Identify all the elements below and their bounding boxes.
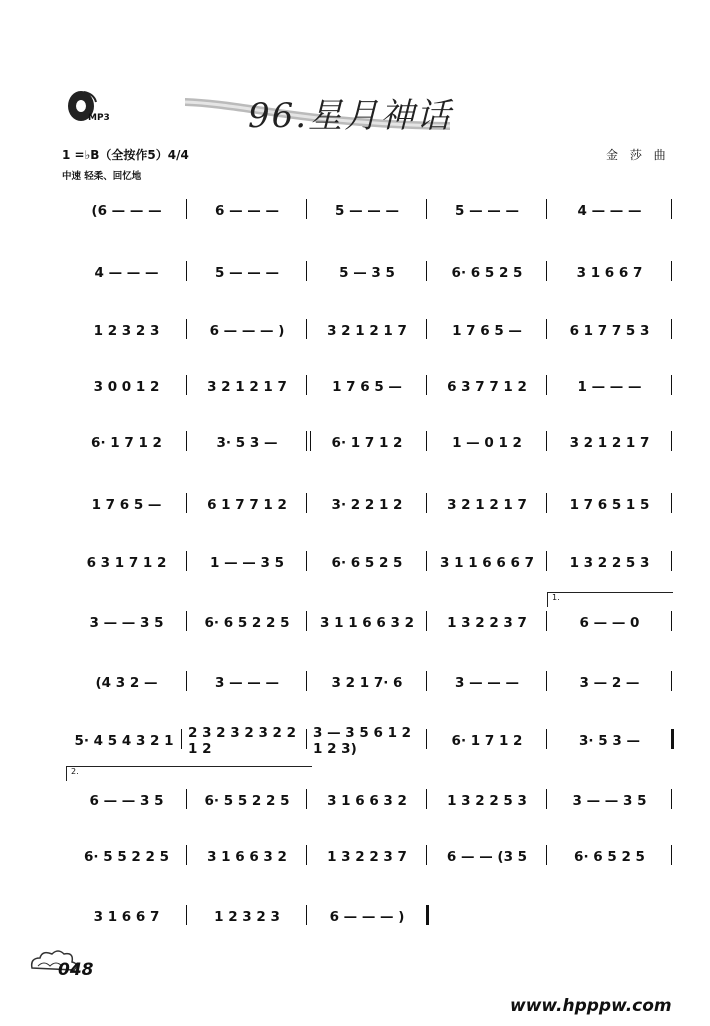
measure: 3· 5 3 — [216, 435, 278, 451]
measure: 6 — — — [215, 203, 279, 219]
measure: 3 1 1 6 6 3 2 [320, 615, 414, 631]
measure: 3 2 1 2 1 7 [327, 323, 407, 339]
bar-line [671, 375, 672, 395]
bar-line [546, 319, 547, 339]
key-signature: 1 =♭B（全按作5）4/4 [62, 148, 189, 162]
first-ending-bracket [547, 592, 673, 607]
bar-line [186, 671, 187, 691]
measure: 1 3 2 2 3 7 [327, 849, 407, 865]
measure: 6 — — — ) [209, 323, 285, 339]
bar-line [671, 261, 672, 281]
measure: (6 — — — [91, 203, 162, 219]
bar-line [181, 729, 182, 749]
composer: 金 莎 曲 [606, 148, 670, 162]
measure: 1 7 6 5 — [332, 379, 402, 395]
bar-line [546, 431, 547, 451]
bar-line [306, 551, 307, 571]
measure: 4 — — — [94, 265, 159, 281]
measure: 6· 6 5 2 5 [331, 555, 403, 571]
bar-line [426, 493, 427, 513]
measure: 3 0 0 1 2 [93, 379, 160, 395]
measure: 3 1 6 6 7 [93, 909, 160, 925]
bar-line [306, 431, 307, 451]
measure: 1 2 3 2 3 [214, 909, 280, 925]
bar-line [426, 199, 427, 219]
tempo-marking: 中速 轻柔、回忆地 [62, 171, 142, 182]
score-row [66, 786, 672, 816]
measure: 6· 1 7 1 2 [91, 435, 162, 451]
measure: 6· 5 5 2 2 5 [204, 793, 290, 809]
measure: 6 3 7 7 1 2 [447, 379, 527, 395]
bar-line [186, 789, 187, 809]
bar-line [186, 199, 187, 219]
page-number: 048 [58, 960, 94, 980]
measure: 6· 6 5 2 5 [451, 265, 523, 281]
bar-line [546, 551, 547, 571]
bar-line [546, 845, 547, 865]
bar-line [426, 905, 429, 925]
bar-line [546, 375, 547, 395]
measure: 3 — — — [215, 675, 279, 691]
bar-line [426, 261, 427, 281]
measure: 6 1 7 7 5 3 [569, 323, 650, 339]
score-row [66, 608, 672, 638]
measure: 5 — 3 5 [339, 265, 395, 281]
measure: 6· 5 5 2 2 5 [84, 849, 169, 865]
measure: 3 1 6 6 3 2 [327, 793, 407, 809]
bar-line [426, 789, 427, 809]
bar-line [186, 319, 187, 339]
measure: 3· 2 2 1 2 [331, 497, 403, 513]
score-row [66, 548, 672, 578]
score-row [66, 902, 672, 932]
measure: 6 — — 3 5 [89, 793, 164, 809]
bar-line [426, 611, 427, 631]
bar-line [546, 671, 547, 691]
measure: 4 — — — [577, 203, 642, 219]
bar-line [426, 845, 427, 865]
measure: 6· 6 5 2 5 [574, 849, 645, 865]
bar-line [671, 493, 672, 513]
bar-line [306, 375, 307, 395]
measure: 1 7 6 5 1 5 [569, 497, 650, 513]
measure: 5 — — — [335, 203, 399, 219]
bar-line [186, 611, 187, 631]
measure: 3 — — 3 5 [89, 615, 164, 631]
bar-line [306, 199, 307, 219]
measure: 6 1 7 7 1 2 [207, 497, 287, 513]
bar-line [306, 905, 307, 925]
bar-line [671, 551, 672, 571]
bar-line [671, 611, 672, 631]
bar-line [671, 199, 672, 219]
bar-line [671, 845, 672, 865]
measure: 3 1 6 6 7 [576, 265, 643, 281]
measure: 3 — — 3 5 [572, 793, 647, 809]
measure: 3 2 1 2 1 7 [447, 497, 527, 513]
score-row [66, 842, 672, 872]
song-title: 96.星月神话 [248, 96, 453, 136]
measure: 1 7 6 5 — [452, 323, 522, 339]
bar-line [426, 319, 427, 339]
score-row [66, 372, 672, 402]
measure: 3· 5 3 — [579, 733, 640, 749]
measure: 5 — — — [455, 203, 519, 219]
second-ending-label: 2. [71, 767, 79, 776]
measure: 1 3 2 2 3 7 [447, 615, 527, 631]
bar-line [186, 551, 187, 571]
measure: 6 — — — ) [329, 909, 405, 925]
bar-line [186, 431, 187, 451]
measure: (4 3 2 — [95, 675, 158, 691]
score-row [66, 196, 672, 226]
score-row [66, 726, 672, 756]
bar-line [671, 319, 672, 339]
measure: 6 3 1 7 1 2 [86, 555, 167, 571]
measure: 3 1 6 6 3 2 [207, 849, 287, 865]
measure: 1 3 2 2 5 3 [569, 555, 650, 571]
bar-line [546, 261, 547, 281]
bar-line [426, 431, 427, 451]
measure: 6· 1 7 1 2 [331, 435, 403, 451]
bar-line [186, 261, 187, 281]
score-row [66, 428, 672, 458]
bar-line [186, 905, 187, 925]
measure: 1 3 2 2 5 3 [447, 793, 527, 809]
bar-line [306, 729, 307, 749]
bar-line [546, 611, 547, 631]
bar-line [306, 845, 307, 865]
second-ending-bracket [66, 766, 312, 781]
measure: 5· 4 5 4 3 2 1 [74, 733, 174, 749]
measure: 3 1 1 6 6 6 7 [440, 555, 534, 571]
measure: 6· 1 7 1 2 [451, 733, 523, 749]
bar-line [306, 611, 307, 631]
measure: 1 — — — [577, 379, 642, 395]
bar-line [426, 729, 427, 749]
bar-line [306, 261, 307, 281]
bar-line [186, 845, 187, 865]
measure: 6 — — (3 5 [446, 849, 528, 865]
measure: 1 — — 3 5 [210, 555, 284, 571]
mp3-label: MP3 [88, 113, 110, 123]
score-row [66, 316, 672, 346]
bar-line [306, 789, 307, 809]
bar-line [671, 789, 672, 809]
measure: 3 — 2 — [579, 675, 640, 691]
bar-line [186, 375, 187, 395]
bar-line [426, 671, 427, 691]
bar-line [546, 199, 547, 219]
measure: 5 — — — [215, 265, 279, 281]
measure: 2 3 2 3 2 3 2 2 1 2 [188, 725, 297, 757]
bar-line [671, 671, 672, 691]
bar-line [306, 671, 307, 691]
website-watermark: www.hpppw.com [510, 996, 672, 1016]
bar-line [546, 789, 547, 809]
bar-line [546, 493, 547, 513]
score-row [66, 490, 672, 520]
measure: 3 2 1 2 1 7 [207, 379, 287, 395]
bar-line [426, 551, 427, 571]
bar-line [426, 375, 427, 395]
measure: 3 2 1 7· 6 [331, 675, 403, 691]
measure: 3 2 1 2 1 7 [569, 435, 650, 451]
measure: 3 — — — [455, 675, 519, 691]
measure: 6 — — 0 [579, 615, 640, 631]
bar-line [306, 319, 307, 339]
bar-line [671, 431, 672, 451]
bar-line [186, 493, 187, 513]
measure: 1 — 0 1 2 [452, 435, 522, 451]
first-ending-label: 1. [552, 593, 560, 602]
bar-line [546, 729, 547, 749]
measure: 3 — 3 5 6 1 2 1 2 3) [313, 725, 412, 757]
mp3-disc-icon [66, 88, 110, 126]
score-row [66, 668, 672, 698]
measure: 1 7 6 5 — [91, 497, 162, 513]
bar-line [306, 493, 307, 513]
measure: 1 2 3 2 3 [93, 323, 160, 339]
score-row [66, 258, 672, 288]
bar-line [671, 729, 674, 749]
measure: 6· 6 5 2 2 5 [204, 615, 290, 631]
